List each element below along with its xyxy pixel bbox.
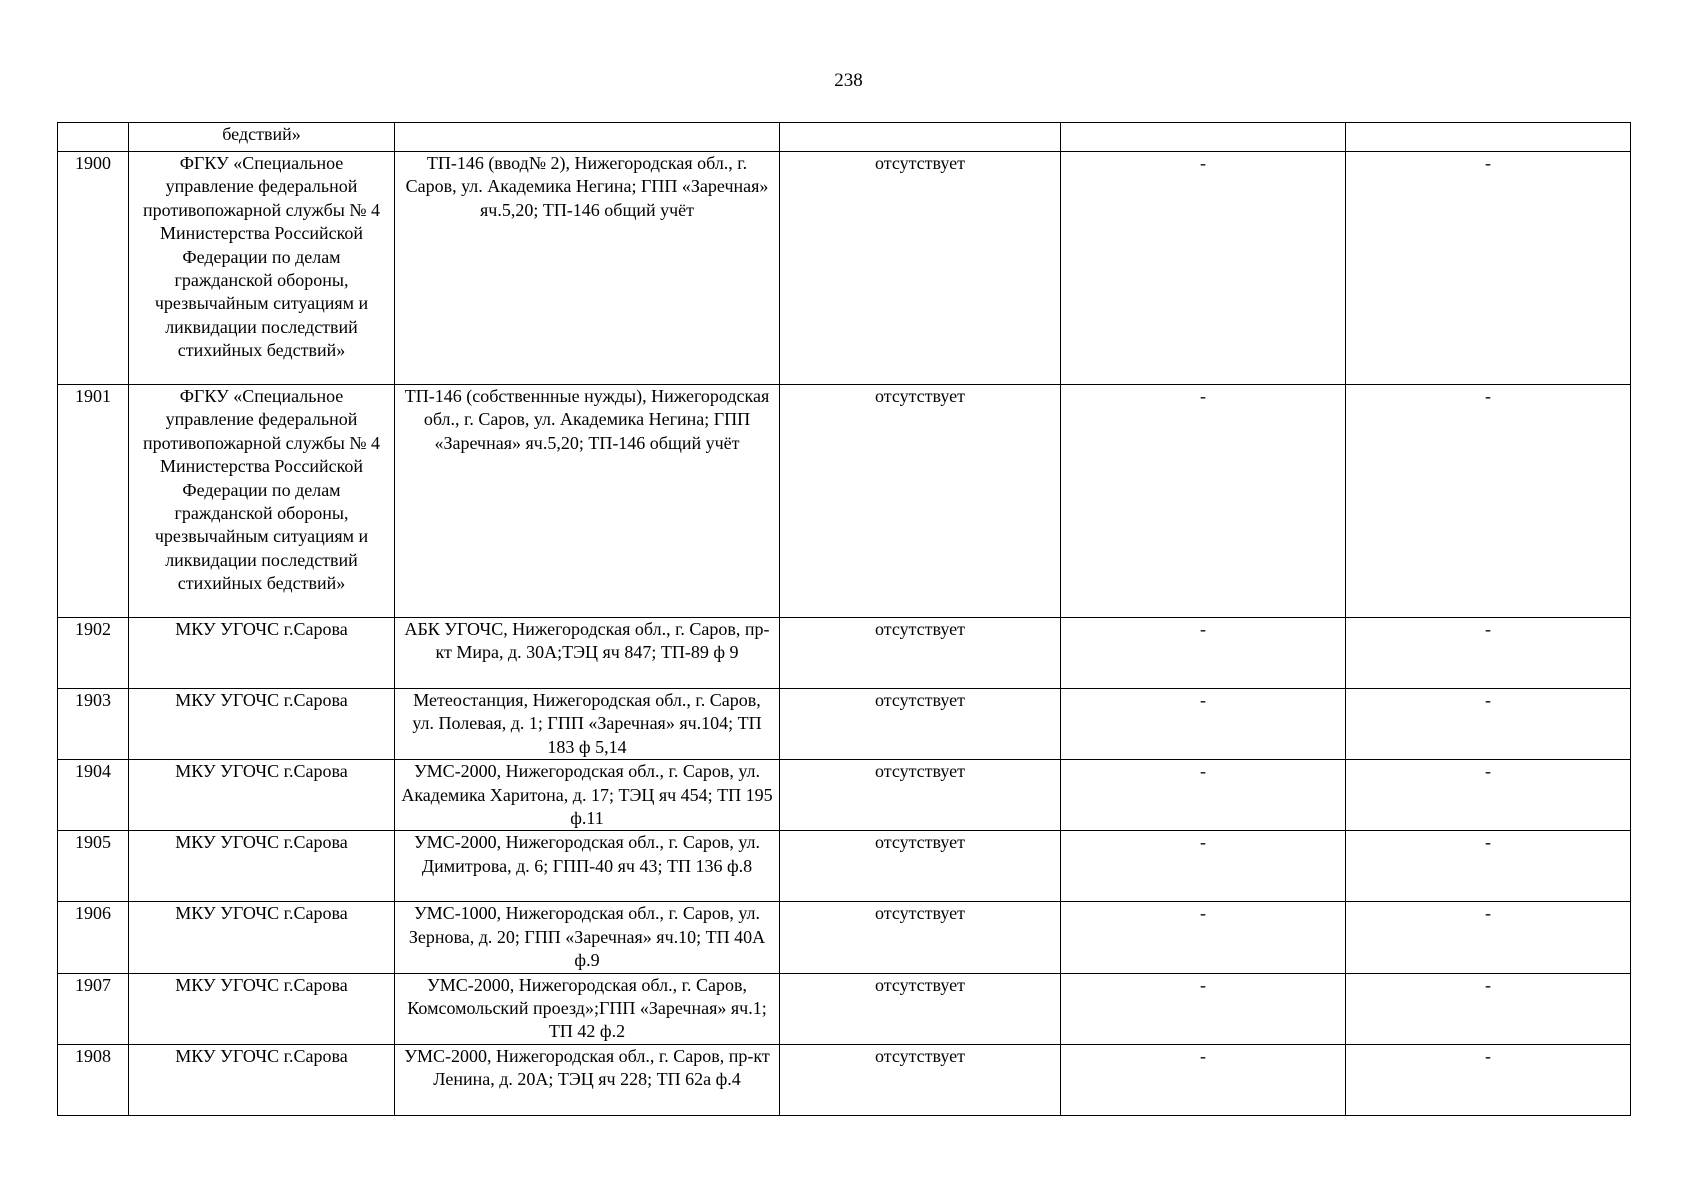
column-5-cell: - xyxy=(1061,902,1346,973)
status-cell: отсутствует xyxy=(780,689,1061,760)
table-row xyxy=(58,831,1631,902)
row-number-cell: 1908 xyxy=(58,1044,129,1115)
column-6-cell: - xyxy=(1346,760,1631,831)
column-6-cell: - xyxy=(1346,831,1631,902)
column-5-cell: - xyxy=(1061,831,1346,902)
object-cell: АБК УГОЧС, Нижегородская обл., г. Саров, пр-кт Мира, д. 30А;ТЭЦ яч 847; ТП-89 ф 9 xyxy=(395,618,780,689)
column-6-cell: - xyxy=(1346,618,1631,689)
status-cell: отсутствует xyxy=(780,760,1061,831)
table-row xyxy=(58,1044,1631,1115)
table-row xyxy=(58,973,1631,1044)
table-row xyxy=(58,902,1631,973)
status-cell: отсутствует xyxy=(780,385,1061,618)
page-number: 238 xyxy=(834,70,863,91)
organization-cell: МКУ УГОЧС г.Сарова xyxy=(129,973,395,1044)
column-5-cell: - xyxy=(1061,1044,1346,1115)
status-cell: отсутствует xyxy=(780,1044,1061,1115)
column-6-cell xyxy=(1346,123,1631,152)
row-number-cell: 1902 xyxy=(58,618,129,689)
table-row xyxy=(58,760,1631,831)
column-5-cell: - xyxy=(1061,760,1346,831)
organization-cell: МКУ УГОЧС г.Сарова xyxy=(129,902,395,973)
row-number-cell: 1903 xyxy=(58,689,129,760)
status-cell: отсутствует xyxy=(780,902,1061,973)
row-number-cell: 1906 xyxy=(58,902,129,973)
table-row xyxy=(58,618,1631,689)
organization-cell: МКУ УГОЧС г.Сарова xyxy=(129,689,395,760)
column-5-cell: - xyxy=(1061,973,1346,1044)
row-number-cell: 1901 xyxy=(58,385,129,618)
column-6-cell: - xyxy=(1346,973,1631,1044)
table-row xyxy=(58,385,1631,618)
status-cell: отсутствует xyxy=(780,831,1061,902)
column-6-cell: - xyxy=(1346,902,1631,973)
column-5-cell xyxy=(1061,123,1346,152)
column-6-cell: - xyxy=(1346,385,1631,618)
organization-cell: ФГКУ «Специальное управление федеральной противопожарной службы № 4 Министерства Российской Федерации по делам гражданской обороны, чрезвычайным ситуациям и ликвидации последствий стихийных бедствий» xyxy=(129,385,395,618)
organization-cell: МКУ УГОЧС г.Сарова xyxy=(129,760,395,831)
organization-cell: МКУ УГОЧС г.Сарова xyxy=(129,618,395,689)
row-number-cell: 1900 xyxy=(58,152,129,385)
status-cell: отсутствует xyxy=(780,973,1061,1044)
object-cell: УМС-2000, Нижегородская обл., г. Саров, ул. Академика Харитона, д. 17; ТЭЦ яч 454; ТП 195 ф.11 xyxy=(395,760,780,831)
column-6-cell: - xyxy=(1346,152,1631,385)
organization-cell: МКУ УГОЧС г.Сарова xyxy=(129,1044,395,1115)
status-cell xyxy=(780,123,1061,152)
object-cell: ТП-146 (собственнные нужды), Нижегородская обл., г. Саров, ул. Академика Негина; ГПП «Заречная» яч.5,20; ТП-146 общий учёт xyxy=(395,385,780,618)
row-number-cell xyxy=(58,123,129,152)
row-number-cell: 1905 xyxy=(58,831,129,902)
object-cell: Метеостанция, Нижегородская обл., г. Саров, ул. Полевая, д. 1; ГПП «Заречная» яч.104; ТП 183 ф 5,14 xyxy=(395,689,780,760)
object-cell: УМС-2000, Нижегородская обл., г. Саров, пр-кт Ленина, д. 20А; ТЭЦ яч 228; ТП 62а ф.4 xyxy=(395,1044,780,1115)
object-cell: УМС-2000, Нижегородская обл., г. Саров, ул. Димитрова, д. 6; ГПП-40 яч 43; ТП 136 ф.8 xyxy=(395,831,780,902)
object-cell: УМС-1000, Нижегородская обл., г. Саров, ул. Зернова, д. 20; ГПП «Заречная» яч.10; ТП 40А ф.9 xyxy=(395,902,780,973)
object-cell xyxy=(395,123,780,152)
table-row xyxy=(58,152,1631,385)
column-5-cell: - xyxy=(1061,689,1346,760)
row-number-cell: 1904 xyxy=(58,760,129,831)
row-number-cell: 1907 xyxy=(58,973,129,1044)
status-cell: отсутствует xyxy=(780,152,1061,385)
column-6-cell: - xyxy=(1346,689,1631,760)
organization-cell: МКУ УГОЧС г.Сарова xyxy=(129,831,395,902)
object-cell: УМС-2000, Нижегородская обл., г. Саров, Комсомольский проезд»;ГПП «Заречная» яч.1; ТП 42 ф.2 xyxy=(395,973,780,1044)
table-row xyxy=(58,689,1631,760)
column-5-cell: - xyxy=(1061,152,1346,385)
status-cell: отсутствует xyxy=(780,618,1061,689)
organization-cell: ФГКУ «Специальное управление федеральной противопожарной службы № 4 Министерства Российской Федерации по делам гражданской обороны, чрезвычайным ситуациям и ликвидации последствий стихийных бедствий» xyxy=(129,152,395,385)
column-5-cell: - xyxy=(1061,618,1346,689)
column-5-cell: - xyxy=(1061,385,1346,618)
table-row xyxy=(58,123,1631,152)
column-6-cell: - xyxy=(1346,1044,1631,1115)
registry-table xyxy=(57,122,1631,1116)
object-cell: ТП-146 (ввод№ 2), Нижегородская обл., г. Саров, ул. Академика Негина; ГПП «Заречная» яч.5,20; ТП-146 общий учёт xyxy=(395,152,780,385)
organization-cell: бедствий» xyxy=(129,123,395,152)
